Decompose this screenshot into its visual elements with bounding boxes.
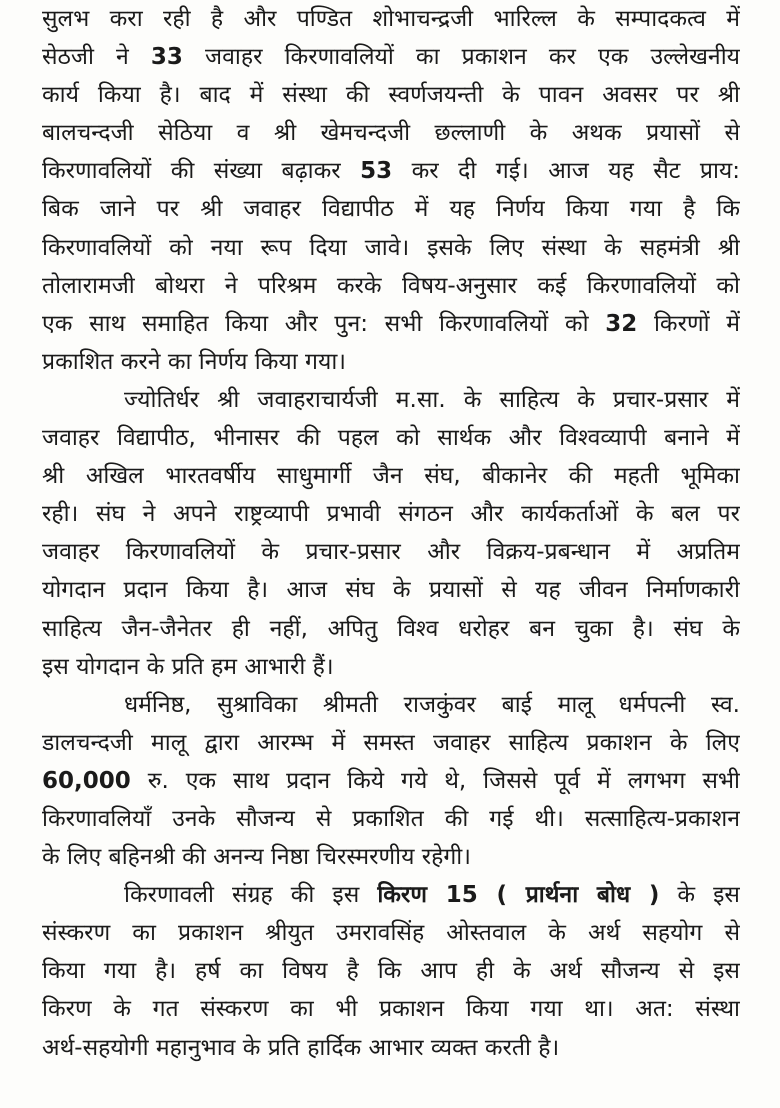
- document-page: [42, 0, 740, 1067]
- text-line: [42, 0, 740, 38]
- text-segment: धर्मनिष्ठ, सुश्राविका श्रीमती राजकुंवर बाई मालू धर्मपत्नी स्व.: [124, 691, 740, 718]
- text-line: [42, 686, 740, 724]
- text-line: [42, 914, 740, 952]
- text-segment: किरणावली संग्रह की इस: [124, 882, 378, 909]
- text-line: [42, 229, 740, 267]
- text-line: [42, 343, 740, 381]
- text-segment: डालचन्दजी मालू द्वारा आरम्भ में समस्त जवाहर साहित्य प्रकाशन के लिए: [42, 729, 740, 756]
- text-segment: जवाहर किरणावलियों के प्रचार-प्रसार और विक्रय-प्रबन्धान में अप्रतिम: [42, 539, 740, 566]
- text-segment: कर दी गई। आज यह सैट प्राय:: [392, 158, 740, 185]
- text-segment: ज्योतिर्धर श्री जवाहराचार्यजी म.सा. के साहित्य के प्रचार-प्रसार में: [124, 386, 740, 413]
- text-line: [42, 114, 740, 152]
- text-segment: एक साथ समाहित किया और पुन: सभी किरणावलियों को: [42, 310, 606, 337]
- text-segment: अर्थ-सहयोगी महानुभाव के प्रति हार्दिक आभार व्यक्त करती है।: [42, 1034, 560, 1061]
- text-segment: सुलभ करा रही है और पण्डित शोभाचन्द्रजी भारिल्ल के सम्पादकत्व में: [42, 6, 740, 32]
- text-line: [42, 990, 740, 1028]
- text-line: [42, 610, 740, 648]
- text-line: [42, 267, 740, 305]
- text-segment: सेठजी ने: [42, 44, 151, 71]
- text-segment: किया गया है। हर्ष का विषय है कि आप ही के अर्थ सौजन्य से इस: [42, 958, 740, 985]
- text-line: [42, 571, 740, 609]
- text-line: [42, 305, 740, 343]
- text-line: [42, 457, 740, 495]
- text-line: [42, 152, 740, 190]
- text-line: [42, 381, 740, 419]
- text-line: [42, 1029, 740, 1067]
- text-segment: रु. एक साथ प्रदान किये गये थे, जिससे पूर्व में लगभग सभी: [130, 767, 740, 794]
- text-segment: तोलारामजी बोथरा ने परिश्रम करके विषय-अनुसार कई किरणावलियों को: [42, 272, 740, 299]
- bold-text: 60,000: [42, 767, 131, 794]
- text-segment: कार्य किया है। बाद में संस्था की स्वर्णजयन्ती के पावन अवसर पर श्री: [42, 82, 740, 109]
- text-line: [42, 838, 740, 876]
- bold-text: 33: [150, 44, 183, 71]
- bold-text: 53: [360, 158, 393, 185]
- text-segment: योगदान प्रदान किया है। आज संघ के प्रयासों से यह जीवन निर्माणकारी: [42, 577, 740, 604]
- text-line: [42, 495, 740, 533]
- text-segment: के इस: [659, 882, 740, 909]
- text-line: [42, 38, 740, 76]
- text-segment: बालचन्दजी सेठिया व श्री खेमचन्दजी छल्लाणी के अथक प्रयासों से: [42, 120, 740, 147]
- text-line: [42, 76, 740, 114]
- bold-text: 32: [605, 310, 638, 337]
- bold-text: किरण 15 ( प्रार्थना बोध ): [377, 882, 660, 909]
- text-segment: प्रकाशित करने का निर्णय किया गया।: [42, 348, 346, 375]
- text-segment: बिक जाने पर श्री जवाहर विद्यापीठ में यह निर्णय किया गया है कि: [42, 196, 740, 223]
- text-segment: किरणों में: [637, 310, 740, 337]
- text-line: [42, 190, 740, 228]
- text-segment: के लिए बहिनश्री की अनन्य निष्ठा चिरस्मरणीय रहेगी।: [42, 844, 471, 871]
- text-segment: जवाहर किरणावलियों का प्रकाशन कर एक उल्लेखनीय: [182, 44, 740, 71]
- text-segment: किरण के गत संस्करण का भी प्रकाशन किया गया था। अत: संस्था: [42, 996, 740, 1023]
- text-line: [42, 648, 740, 686]
- text-line: [42, 762, 740, 800]
- text-line: [42, 419, 740, 457]
- text-line: [42, 876, 740, 914]
- text-segment: इस योगदान के प्रति हम आभारी हैं।: [42, 653, 334, 680]
- text-segment: रही। संघ ने अपने राष्ट्रव्यापी प्रभावी संगठन और कार्यकर्ताओं के बल पर: [42, 501, 740, 528]
- text-segment: किरणावलियों को नया रूप दिया जावे। इसके लिए संस्था के सहमंत्री श्री: [42, 234, 740, 261]
- text-line: [42, 800, 740, 838]
- text-segment: श्री अखिल भारतवर्षीय साधुमार्गी जैन संघ, बीकानेर की महती भूमिका: [42, 463, 740, 490]
- text-segment: जवाहर विद्यापीठ, भीनासर की पहल को सार्थक और विश्वव्यापी बनाने में: [42, 425, 740, 452]
- text-line: [42, 533, 740, 571]
- text-line: [42, 952, 740, 990]
- text-segment: किरणावलियों की संख्या बढ़ाकर: [42, 158, 361, 185]
- text-segment: साहित्य जैन-जैनेतर ही नहीं, अपितु विश्व धरोहर बन चुका है। संघ के: [42, 615, 740, 642]
- text-line: [42, 724, 740, 762]
- text-segment: किरणावलियाँ उनके सौजन्य से प्रकाशित की गई थी। सत्साहित्य-प्रकाशन: [42, 805, 740, 832]
- text-segment: संस्करण का प्रकाशन श्रीयुत उमरावसिंह ओस्तवाल के अर्थ सहयोग से: [42, 920, 740, 947]
